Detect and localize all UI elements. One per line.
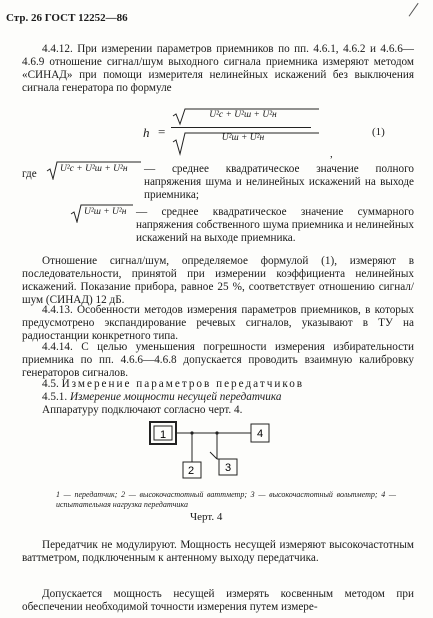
figure-caption: Черт. 4 xyxy=(190,511,223,523)
formula-equals: = xyxy=(158,124,166,139)
paragraph-apparatus: Аппаратуру подключают согласно черт. 4. xyxy=(42,404,243,416)
where-desc-1: — среднее квадратическое значение полного напряжения шума и нелинейных искажений на выходе приемника; xyxy=(144,163,414,201)
page-header: Стр. 26 ГОСТ 12252—86 xyxy=(6,12,128,24)
heading-4-5-1 xyxy=(42,391,281,404)
fraction-line xyxy=(171,127,311,128)
circuit-diagram xyxy=(148,418,283,490)
paragraph-4-4-14: 4.4.14. С целью уменьшения погрешности измерения избирательности приемника по пп. 4.6.6—4.6.8 допускается проводить взаимную калибровку генераторов сигналов. xyxy=(22,341,414,379)
where-label: где xyxy=(22,168,37,180)
heading-4-5-1-text: Измерение мощности несущей передатчика xyxy=(69,391,282,403)
paragraph-4-4-12: 4.4.12. При измерении параметров приемников по пп. 4.6.1, 4.6.2 и 4.6.6—4.6.9 отношение сигнал/шум выходного сигнала приемника измеряют методом «СИНАД» при помощи измерителя нелинейных искажений без выключения сигнала генератора по формуле xyxy=(22,43,414,94)
box-3-label: 3 xyxy=(225,462,232,474)
formula-denominator: U²ш + U²н xyxy=(221,133,265,143)
heading-4-5 xyxy=(42,378,304,391)
box-4-label: 4 xyxy=(257,428,264,440)
diagram-legend: 1 — передатчик; 2 — высокочастотный ваттметр; 3 — высокочастотный вольтметр; 4 — испытательная нагрузка передатчика xyxy=(56,490,396,509)
formula-numerator: U²с + U²ш + U²н xyxy=(209,110,277,120)
where-desc-2: — среднее квадратическое значение суммарного напряжения собственного шума приемника и нелинейных искажений на выходе приемника. xyxy=(136,206,414,244)
equation-number: (1) xyxy=(372,126,385,138)
where-expr-1: U²с + U²ш + U²н xyxy=(60,164,128,174)
where-expr-2: U²ш + U²н xyxy=(84,207,127,217)
heading-4-5-number: 4.5. xyxy=(42,378,59,390)
paragraph-ratio: Отношение сигнал/шум, определяемое формулой (1), измеряют в последовательности, принятой при измерении коэффициента нелинейных искажений. Показание прибора, равное 25 %, соответствует отношению сигнал/шум (СИНАД) 12 дБ. xyxy=(22,255,414,306)
paragraph-indirect: Допускается мощность несущей измерять косвенным методом при обеспечении необходимой точности измерения путем измере- xyxy=(22,588,414,613)
box-2-label: 2 xyxy=(188,465,195,477)
box-1-label: 1 xyxy=(160,429,167,441)
formula-lhs: h xyxy=(143,125,150,140)
heading-4-5-1-number: 4.5.1. xyxy=(42,391,68,403)
corner-mark xyxy=(409,3,420,17)
heading-4-5-text: Измерение параметров передатчиков xyxy=(61,378,305,390)
paragraph-4-4-13: 4.4.13. Особенности методов измерения параметров приемников, в которых предусмотрено экспандирование речевых сигналов, указывают в ТУ на радиостанции конкретного типа. xyxy=(22,304,414,342)
paragraph-not-modulated: Передатчик не модулируют. Мощность несущей измеряют высокочастотным ваттметром, подключенным к антенному выходу передатчика. xyxy=(22,539,414,564)
formula-1 xyxy=(143,108,319,160)
formula-comma: , xyxy=(330,148,333,160)
